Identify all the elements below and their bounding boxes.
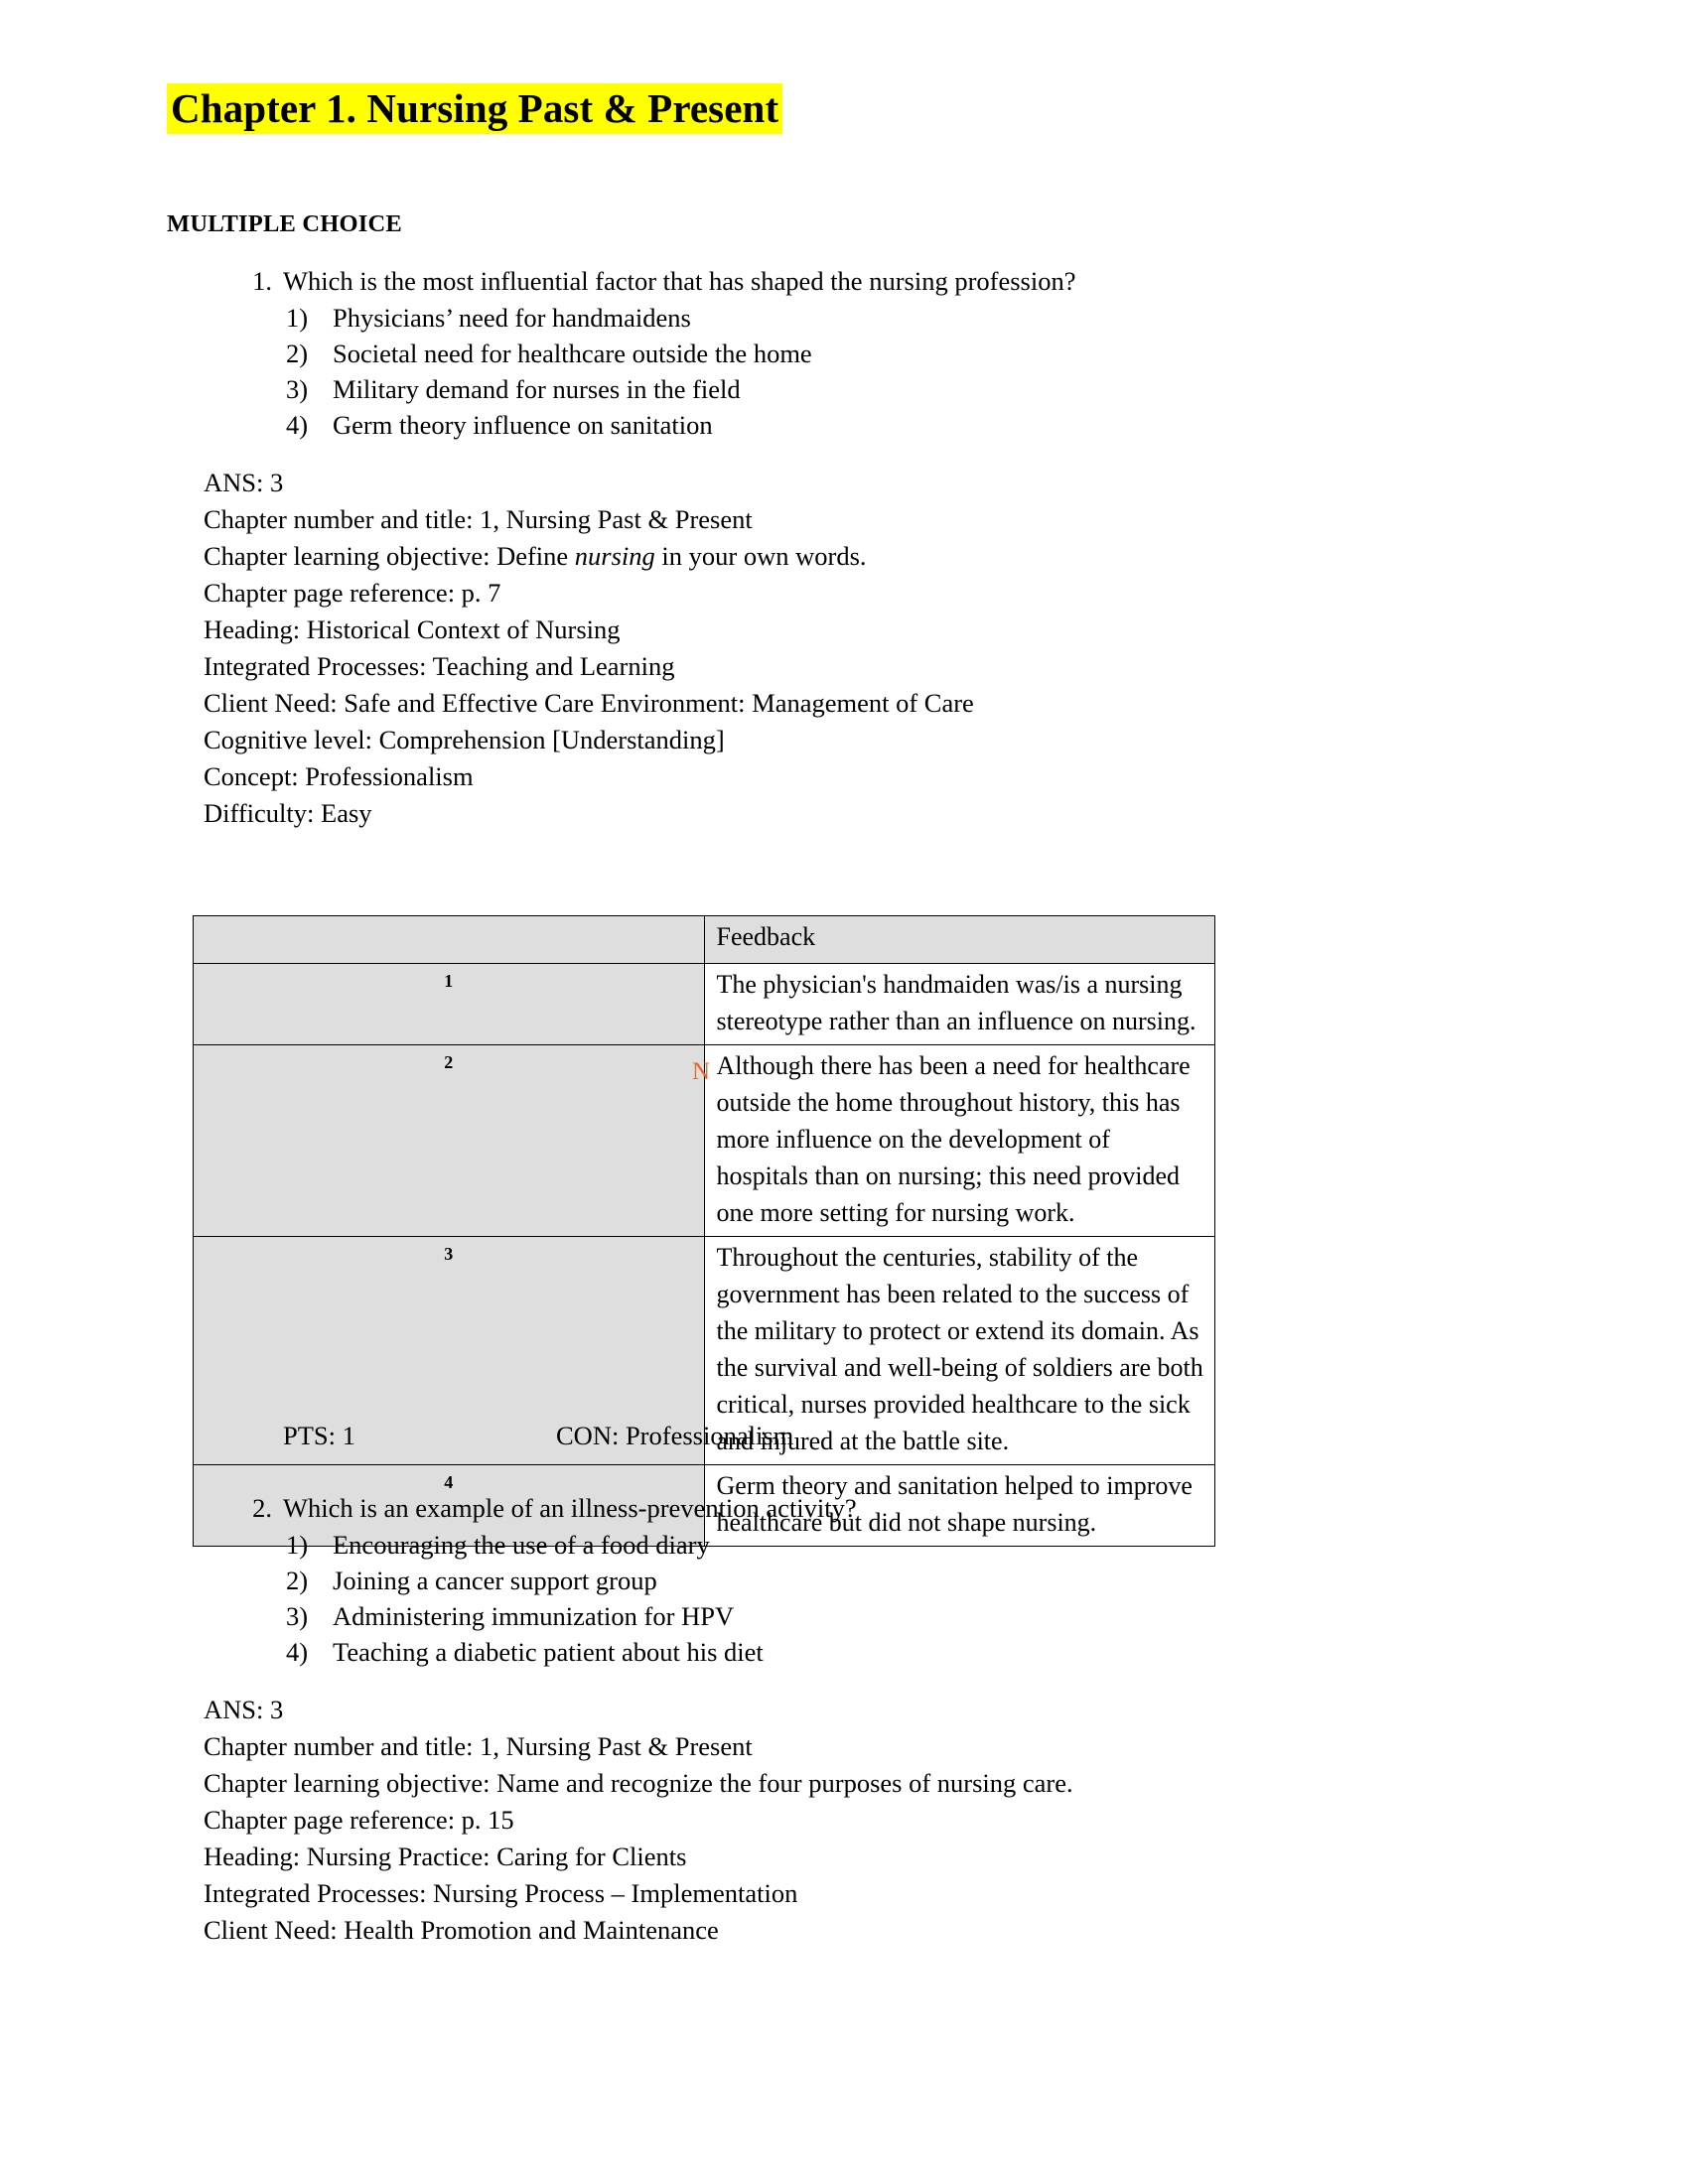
pts-value: PTS: 1 — [283, 1421, 355, 1450]
row-feedback-cell: Germ theory and sanitation helped to improve healthcare but did not shape nursing. — [704, 1465, 1215, 1547]
question-2-stem: Which is an example of an illness-prevention activity? — [283, 1493, 857, 1523]
table-row — [194, 964, 1215, 1045]
row-feedback-cell: The physician's handmaiden was/is a nursing stereotype rather than an influence on nursing. — [704, 964, 1215, 1045]
row-feedback-cell: Throughout the centuries, stability of the government has been related to the success of the military to protect or extend its domain. As the survival and well-being of soldiers are both critical, nurses provided healthcare to the sick and injured at the battle site. — [704, 1237, 1215, 1465]
question-1-block — [0, 262, 1688, 832]
question-1-number: 1. — [252, 266, 272, 296]
option-marker: 1) — [286, 303, 309, 333]
row-number-cell: 1 — [194, 964, 705, 1045]
option-marker: 3) — [286, 1601, 309, 1631]
objective-prefix: Chapter learning objective: Define — [204, 541, 575, 571]
option-marker: 2) — [286, 339, 309, 368]
question-2-option-1[interactable] — [0, 1527, 1688, 1563]
table-row — [194, 1045, 1215, 1237]
stray-glyph-artifact: N — [692, 1058, 711, 1085]
integrated-processes: Integrated Processes: Teaching and Learning — [204, 651, 675, 681]
chapter-page-reference: Chapter page reference: p. 7 — [204, 578, 501, 608]
row-number-cell: 4 — [194, 1465, 705, 1547]
option-label: Encouraging the use of a food diary — [333, 1530, 710, 1560]
section-heading: MULTIPLE CHOICE — [167, 210, 402, 237]
chapter-learning-objective — [204, 538, 1688, 575]
option-label: Germ theory influence on sanitation — [333, 410, 713, 440]
cognitive-level: Cognitive level: Comprehension [Understanding] — [204, 725, 725, 754]
chapter-learning-objective: Chapter learning objective: Name and recognize the four purposes of nursing care. — [204, 1768, 1073, 1798]
objective-italic-term: nursing — [574, 541, 655, 571]
option-label: Teaching a diabetic patient about his diet — [333, 1637, 764, 1667]
heading-line: Heading: Nursing Practice: Caring for Clients — [204, 1842, 687, 1871]
page-title — [167, 83, 782, 133]
answer-key: ANS: 3 — [204, 1695, 284, 1724]
option-marker: 4) — [286, 1637, 309, 1667]
option-label: Physicians’ need for handmaidens — [333, 303, 691, 333]
option-label: Administering immunization for HPV — [333, 1601, 735, 1631]
client-need: Client Need: Health Promotion and Maintenance — [204, 1915, 719, 1945]
question-1-option-4[interactable] — [0, 407, 1688, 443]
question-2-block — [0, 1489, 1688, 1949]
question-1-stem-row — [0, 262, 1688, 300]
concept: Concept: Professionalism — [204, 761, 474, 791]
heading-line: Heading: Historical Context of Nursing — [204, 614, 621, 644]
row-feedback-cell: Although there has been a need for healthcare outside the home throughout history, this has more influence on the development of hospitals than on nursing; this need provided one more setting for nursing work. — [704, 1045, 1215, 1237]
client-need: Client Need: Safe and Effective Care Environment: Management of Care — [204, 688, 974, 718]
header-feedback-cell: Feedback — [704, 916, 1215, 964]
option-label: Joining a cancer support group — [333, 1566, 657, 1595]
option-label: Military demand for nurses in the field — [333, 374, 741, 404]
objective-suffix: in your own words. — [654, 541, 867, 571]
question-2-number: 2. — [252, 1493, 272, 1523]
option-marker: 2) — [286, 1566, 309, 1595]
header-blank-cell — [194, 916, 705, 964]
chapter-number-and-title: Chapter number and title: 1, Nursing Past & Present — [204, 1731, 753, 1761]
answer-key: ANS: 3 — [204, 468, 284, 497]
question-1-stem: Which is the most influential factor that has shaped the nursing profession? — [283, 266, 1076, 296]
integrated-processes: Integrated Processes: Nursing Process – Implementation — [204, 1878, 798, 1908]
option-marker: 4) — [286, 410, 309, 440]
chapter-page-reference: Chapter page reference: p. 15 — [204, 1805, 514, 1835]
table-header-row — [194, 916, 1215, 964]
difficulty: Difficulty: Easy — [204, 798, 372, 828]
question-1-option-2[interactable] — [0, 336, 1688, 371]
row-number-cell: 3 — [194, 1237, 705, 1465]
question-2-metadata — [0, 1692, 1688, 1949]
option-label: Societal need for healthcare outside the home — [333, 339, 812, 368]
question-1-option-1[interactable] — [0, 300, 1688, 336]
option-marker: 1) — [286, 1530, 309, 1560]
question-1-metadata — [0, 465, 1688, 832]
chapter-number-and-title: Chapter number and title: 1, Nursing Past & Present — [204, 504, 753, 534]
question-2-stem-row — [0, 1489, 1688, 1527]
row-number-cell: 2 — [194, 1045, 705, 1237]
question-1-option-3[interactable] — [0, 371, 1688, 407]
question-2-option-3[interactable] — [0, 1598, 1688, 1634]
page-title-text: Chapter 1. Nursing Past & Present — [167, 83, 782, 134]
question-2-option-2[interactable] — [0, 1563, 1688, 1598]
question-2-option-4[interactable] — [0, 1634, 1688, 1670]
option-marker: 3) — [286, 374, 309, 404]
con-value: CON: Professionalism — [556, 1421, 794, 1450]
